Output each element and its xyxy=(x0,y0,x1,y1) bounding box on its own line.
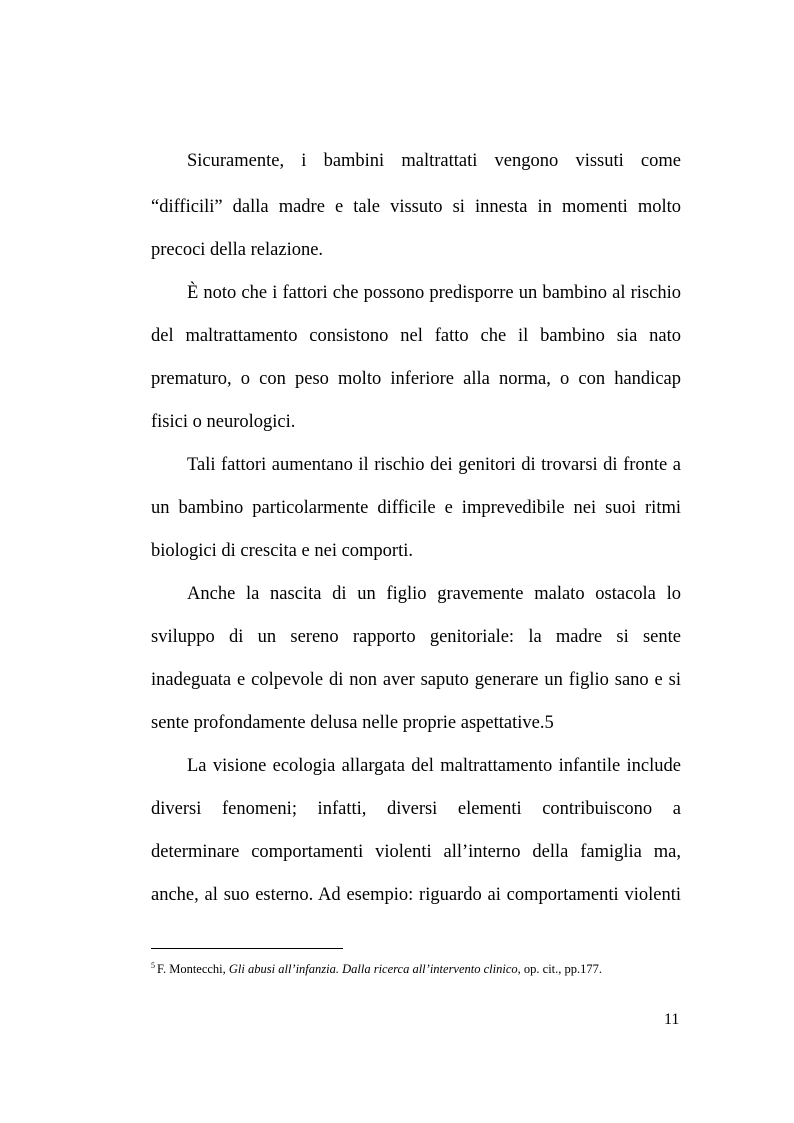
paragraph-1-line-3: precoci della relazione. xyxy=(151,240,324,260)
paragraph-4-line-4: sente profondamente delusa nelle proprie aspettative.5 xyxy=(151,713,554,733)
footnote-author: F. Montecchi, xyxy=(157,962,226,976)
paragraph-2-line-1: È noto che i fattori che possono predisporre un bambino al rischio xyxy=(187,283,681,303)
paragraph-2-line-3: prematuro, o con peso molto inferiore alla norma, o con handicap xyxy=(151,369,681,389)
paragraph-3-line-3: biologici di crescita e nei comporti. xyxy=(151,541,413,561)
footnote xyxy=(151,958,602,977)
paragraph-3-line-1: Tali fattori aumentano il rischio dei genitori di trovarsi di fronte a xyxy=(187,455,681,475)
footnote-title: Gli abusi all’infanzia. Dalla ricerca all’intervento clinico xyxy=(228,962,518,976)
paragraph-5-line-1: La visione ecologia allargata del maltrattamento infantile include xyxy=(187,756,681,776)
paragraph-3-line-2: un bambino particolarmente difficile e imprevedibile nei suoi ritmi xyxy=(151,498,681,518)
footnote-marker: 5 xyxy=(151,961,155,970)
paragraph-4-line-1: Anche la nascita di un figlio gravemente malato ostacola lo xyxy=(187,584,681,604)
paragraph-5-line-2: diversi fenomeni; infatti, diversi elementi contribuiscono a xyxy=(151,799,681,819)
paragraph-2-line-4: fisici o neurologici. xyxy=(151,412,296,432)
footnote-separator xyxy=(151,948,343,949)
paragraph-1-line-1: Sicuramente, i bambini maltrattati vengono vissuti come xyxy=(187,151,681,171)
paragraph-4-line-3: inadeguata e colpevole di non aver saputo generare un figlio sano e si xyxy=(151,670,681,690)
paragraph-5-line-3: determinare comportamenti violenti all’interno della famiglia ma, xyxy=(151,842,681,862)
paragraph-1-line-2: “difficili” dalla madre e tale vissuto si innesta in momenti molto xyxy=(151,197,681,217)
paragraph-2-line-2: del maltrattamento consistono nel fatto che il bambino sia nato xyxy=(151,326,681,346)
page-number: 11 xyxy=(664,1011,680,1028)
paragraph-4-line-2: sviluppo di un sereno rapporto genitoriale: la madre si sente xyxy=(151,627,681,647)
paragraph-5-line-4: anche, al suo esterno. Ad esempio: riguardo ai comportamenti violenti xyxy=(151,885,681,905)
footnote-reference: , op. cit., pp.177. xyxy=(517,962,603,976)
